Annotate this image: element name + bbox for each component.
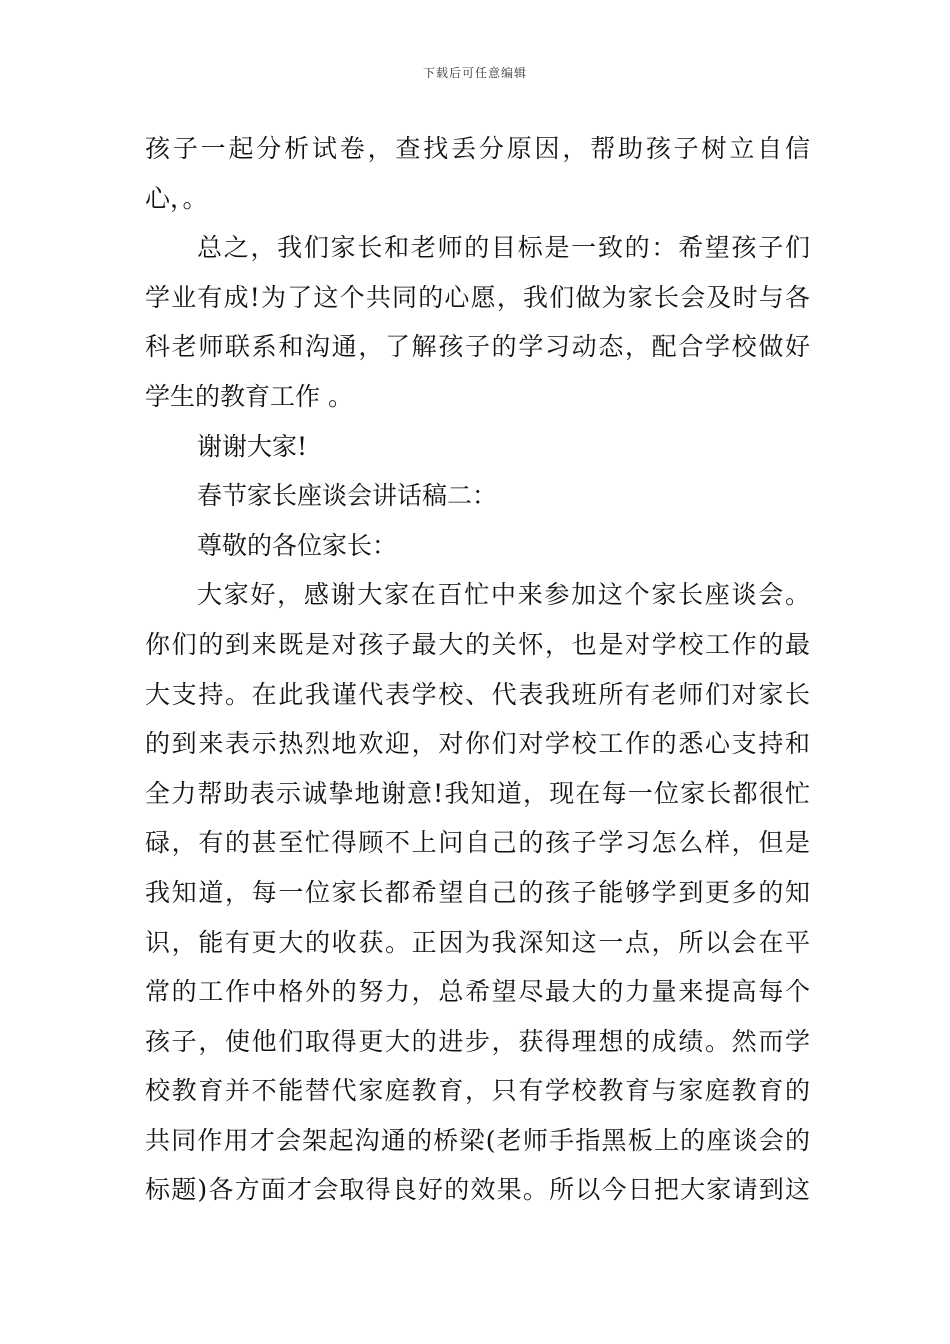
text-line: 识，能有更大的收获。正因为我深知这一点，所以会在平 xyxy=(145,927,810,957)
text-line: 大支持。在此我谨代表学校、代表我班所有老师们对家长 xyxy=(145,679,810,709)
text-line: 碌，有的甚至忙得顾不上问自己的孩子学习怎么样，但是 xyxy=(145,828,810,858)
text-line: 科老师联系和沟通，了解孩子的学习动态，配合学校做好 xyxy=(145,332,810,362)
text-line: 全力帮助表示诚挚地谢意!我知道，现在每一位家长都很忙 xyxy=(145,778,810,808)
text-line: 大家好，感谢大家在百忙中来参加这个家长座谈会。 xyxy=(197,580,810,610)
page-header: 下载后可任意编辑 xyxy=(422,66,527,80)
text-line: 孩子一起分析试卷，查找丢分原因，帮助孩子树立自信 xyxy=(145,134,810,163)
text-line: 春节家长座谈会讲话稿二： xyxy=(197,481,498,511)
text-line: 常的工作中格外的努力，总希望尽最大的力量来提高每个 xyxy=(145,977,810,1007)
text-line: 心，。 xyxy=(145,183,208,213)
text-line: 谢谢大家! xyxy=(197,431,308,461)
text-line: 孩子，使他们取得更大的进步，获得理想的成绩。然而学 xyxy=(145,1026,810,1056)
text-line: 尊敬的各位家长： xyxy=(197,530,398,560)
text-line: 学业有成!为了这个共同的心愿，我们做为家长会及时与各 xyxy=(145,282,810,312)
text-line: 的到来表示热烈地欢迎，对你们对学校工作的悉心支持和 xyxy=(145,729,810,759)
text-line: 总之，我们家长和老师的目标是一致的：希望孩子们 xyxy=(197,233,810,263)
text-line: 学生的教育工作 。 xyxy=(145,381,353,411)
text-line: 校教育并不能替代家庭教育，只有学校教育与家庭教育的 xyxy=(145,1076,810,1106)
text-line: 你们的到来既是对孩子最大的关怀，也是对学校工作的最 xyxy=(145,629,810,659)
text-line: 标题)各方面才会取得良好的效果。所以今日把大家请到这 xyxy=(145,1175,810,1205)
text-line: 共同作用才会架起沟通的桥梁(老师手指黑板上的座谈会的 xyxy=(145,1125,810,1155)
document-body xyxy=(145,124,810,1215)
text-line: 我知道，每一位家长都希望自己的孩子能够学到更多的知 xyxy=(145,877,810,907)
